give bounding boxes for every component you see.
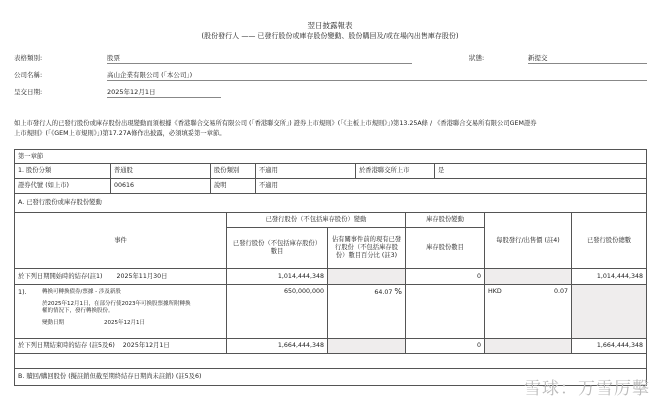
listed-value: 是 bbox=[435, 164, 647, 179]
event-cell bbox=[15, 285, 227, 339]
header-total: 已發行股份總數 bbox=[572, 213, 647, 269]
closing-treasury: 0 bbox=[406, 339, 485, 354]
watermark: 雪球：万雪厉擊 bbox=[524, 379, 650, 399]
opening-label: 於下列日期開始時的結存(註1) bbox=[18, 272, 103, 280]
closing-label: 於下列日期結束時的結存 (註5及6) bbox=[18, 342, 115, 349]
opening-label-cell bbox=[15, 269, 227, 285]
closing-total: 1,664,444,348 bbox=[572, 339, 647, 354]
closing-issued: 1,664,444,348 bbox=[227, 339, 328, 354]
header-price: 每股發行/出售價 (註4) bbox=[485, 213, 572, 269]
table-row-opening bbox=[15, 269, 647, 285]
change-date-label: 變動日期 bbox=[42, 320, 65, 326]
event-issued: 650,000,000 bbox=[227, 285, 328, 339]
company-value: 高山企業有限公司 (「本公司」) bbox=[107, 71, 193, 79]
stock-code-label: 證券代號 (如上市) bbox=[15, 179, 111, 194]
changes-table bbox=[14, 212, 647, 386]
description-label: 說明 bbox=[211, 179, 256, 194]
event-pct: 64.07 bbox=[374, 289, 393, 296]
share-type-label: 股份類別 bbox=[211, 164, 256, 179]
table-row-event bbox=[15, 285, 647, 339]
header-treasury-group: 庫存股份變動 bbox=[406, 213, 485, 228]
section-b-title: B. 贖回/購回股份 (擬註銷但截至期終結存日期尚未註銷) (註5及6) bbox=[15, 369, 647, 386]
page-title: 翌日披露報表 bbox=[307, 21, 353, 30]
opening-pct-empty bbox=[328, 269, 406, 285]
company-label: 公司名稱: bbox=[14, 71, 43, 79]
chapter-table bbox=[14, 149, 647, 213]
header-treasury-count: 庫存股份數目 bbox=[406, 228, 485, 269]
share-type-value: 不適用 bbox=[256, 164, 356, 179]
closing-price-empty bbox=[485, 339, 572, 354]
closing-label-cell bbox=[15, 339, 227, 354]
header-issued-count: 已發行股份（不包括庫存股份）數目 bbox=[227, 228, 328, 269]
share-class-label: 1. 股份分類 bbox=[15, 164, 111, 179]
pct-unit: % bbox=[394, 287, 402, 296]
header-pct: 佔有關事件前的現有已發行股份（不包括庫存股份）數目百分比 (註3) bbox=[328, 228, 406, 269]
intro-text bbox=[14, 119, 644, 139]
opening-price-empty bbox=[485, 269, 572, 285]
event-pct-cell bbox=[328, 285, 406, 339]
page-subtitle: (股份發行人 —— 已發行股份或庫存股份變動、股份購回及/或在場內出售庫存股份) bbox=[201, 32, 459, 40]
closing-pct-empty bbox=[328, 339, 406, 354]
event-description: 於2025年12月1日，在部分行使2023年可換股票據所附轉換權的情況下，發行轉換股份。 bbox=[42, 301, 191, 314]
event-currency: HKD bbox=[488, 288, 502, 295]
event-title: 轉換可轉換債券/票據 - 涉及新股 bbox=[42, 289, 121, 295]
form-type-label: 表格類別: bbox=[14, 54, 43, 62]
status-value: 新提交 bbox=[528, 54, 548, 62]
stock-code-value: 00616 bbox=[111, 179, 211, 194]
header-issued-group: 已發行股份（不包括庫存股份）變動 bbox=[227, 213, 406, 228]
date-field bbox=[107, 87, 221, 98]
header-event: 事件 bbox=[15, 213, 227, 269]
section-a-title: A. 已發行股份或庫存股份變動 bbox=[15, 194, 647, 213]
event-number: 1). bbox=[18, 288, 27, 296]
status-label: 狀態: bbox=[469, 54, 485, 62]
closing-date: 2025年12月1日 bbox=[122, 342, 170, 349]
event-total-empty bbox=[572, 285, 647, 339]
status-field bbox=[528, 53, 647, 64]
blank-row bbox=[15, 354, 647, 369]
opening-treasury: 0 bbox=[406, 269, 485, 285]
event-price-cell bbox=[485, 285, 572, 339]
form-type-field bbox=[107, 53, 412, 64]
intro-line-2: 上市規則》(「《GEM上市規則》」)第17.27A條作出披露，必須填妥第一章節。 bbox=[14, 130, 226, 137]
opening-total: 1,014,444,348 bbox=[572, 269, 647, 285]
form-type-value: 股票 bbox=[107, 54, 120, 62]
event-price: 0.07 bbox=[553, 288, 568, 295]
date-label: 呈交日期: bbox=[14, 88, 43, 96]
opening-issued: 1,014,444,348 bbox=[227, 269, 328, 285]
date-value: 2025年12月1日 bbox=[107, 88, 156, 96]
event-treasury-empty bbox=[406, 285, 485, 339]
description-value: 不適用 bbox=[256, 179, 647, 194]
change-date-value: 2025年12月1日 bbox=[104, 320, 146, 326]
intro-line-1: 如上市發行人的已發行股份或庫存股份出現變動而須根據《香港聯合交易所有限公司 (「香港聯交所」) 證券上市規則》(「《主板上市規則》」)第13.25A條 / 《香港聯合交易所有限公司GEM證券 bbox=[14, 120, 537, 127]
chapter-title: 第一章節 bbox=[15, 150, 647, 164]
opening-date: 2025年11月30日 bbox=[116, 272, 168, 280]
listed-label: 於香港聯交所上市 bbox=[356, 164, 435, 179]
share-class-value: 普通股 bbox=[111, 164, 211, 179]
table-row-closing bbox=[15, 339, 647, 354]
company-field bbox=[107, 70, 647, 81]
